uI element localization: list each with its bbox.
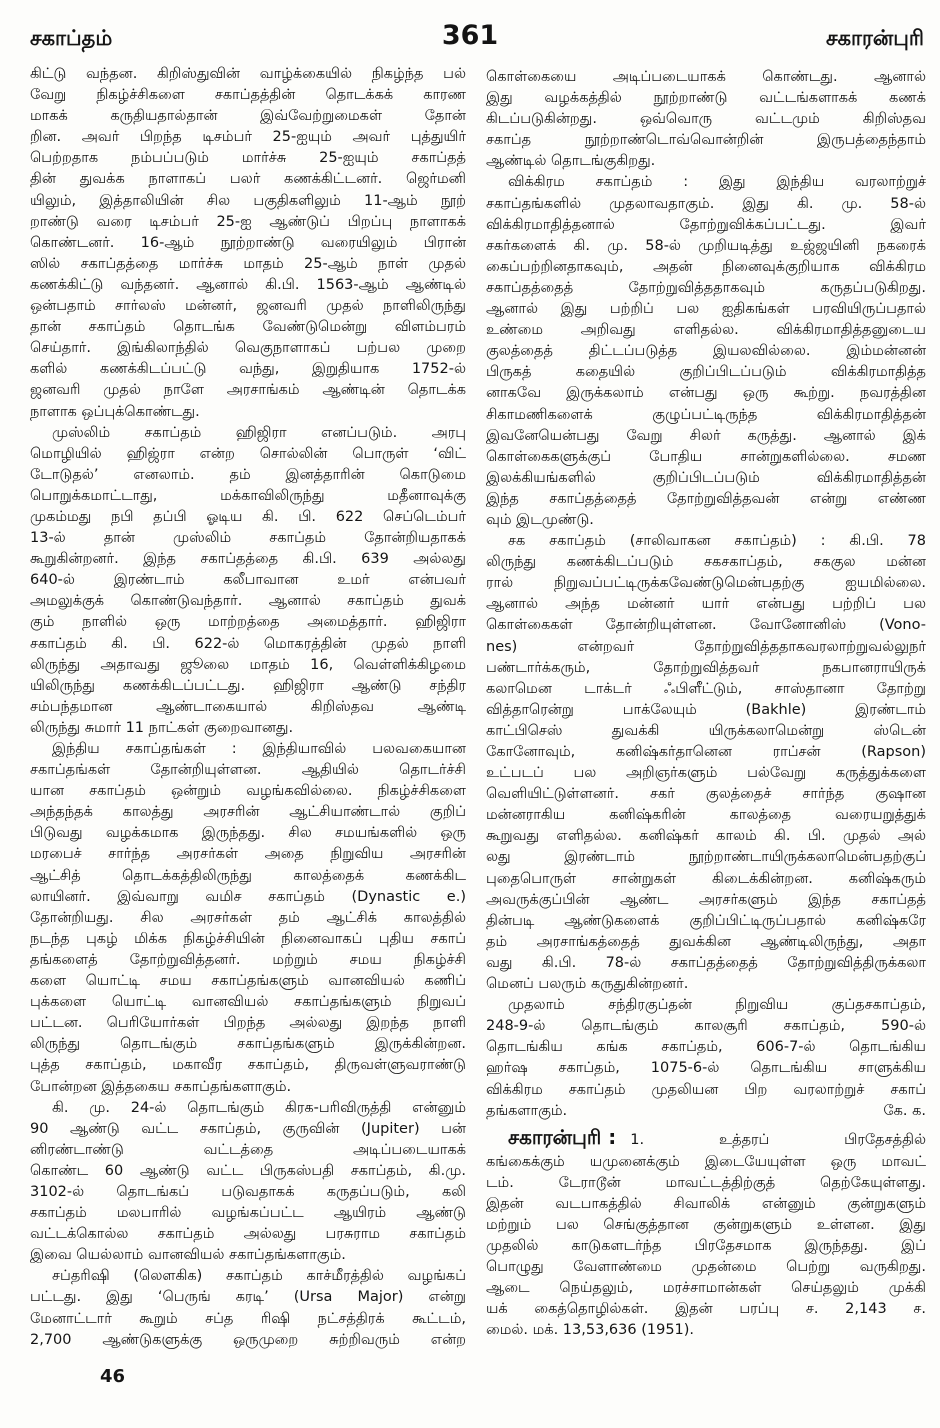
text-line: முகம்மது நபி தப்பி ஓடிய கி. பி. 622 செப்டெம்பர் [30,508,466,525]
paragraph [30,64,466,423]
text-line: விக்கிரம சகாப்தம் முதலியன பிற வரலாற்றுச் சகாப் [486,1081,926,1098]
text-line: வெளியிட்டுள்ளனர். சகர் குலத்தைச் சார்ந்த குஷான [486,786,926,803]
text-line: 90 ஆண்டு வட்ட சகாப்தம், குருவின் (Jupiter) பன் [30,1120,466,1137]
text-line: யிலும், இத்தாலியின் சில பகுதிகளிலும் 11-ஆம் நூற் [30,192,466,209]
text-line: சகர்களைக் கி. மு. 58-ல் முறியடித்து உஜ்ஜயினி நகரைக் [486,237,926,254]
text-line: ஆனால் இது பற்றிப் பல ஐதிகங்கள் பரவியிருப்பதால் [486,301,926,318]
text-line: ஆனால் அந்த மன்னர் யார் என்பது பற்றிப் பல [486,596,926,613]
text-line: லிருந்து அதாவது ஜூலை மாதம் 16, வெள்ளிக்கிழமை [30,656,466,673]
text-line: காட்பிசெஸ் துவக்கி யிருக்கலாமென்று ஸ்டென் [486,722,926,739]
text-line: மெனப் பலரும் கருதுகின்றனர். [486,976,689,993]
text-line: லிருந்து சுமார் 11 நாட்கள் குறைவானது. [30,719,294,736]
text-line: கணக்கிட்டு வந்தனர். ஆனால் கி.பி. 1563-ஆம் ஆண்டில் [30,276,466,293]
text-line: சப்தரிஷி (லௌகிக) சகாப்தம் காச்மீரத்தில் வழங்கப் [52,1268,466,1285]
text-line: வித்தாரென்று பாக்லேயும் (Bakhle) இரண்டாம் [486,701,926,718]
text-line: மைல். மக். 13,53,636 (1951). [486,1322,695,1339]
paragraph [30,739,466,1098]
text-line: உண்மை அறிவது எளிதல்ல. விக்கிரமாதித்தனுடைய [486,322,926,339]
text-line: கங்கைக்கும் யமுனைக்கும் இடையேயுள்ள ஒரு மாவட் [486,1153,926,1170]
paragraph [486,172,926,531]
text-line: மரபைச் சார்ந்த அரசர்கள் அதை நிறுவிய அரசரின் [30,846,466,863]
text-line: வேறு நிகழ்ச்சிகளை சகாப்தத்தின் தொடக்கக் காரண [30,87,466,104]
text-line: தின் துவக்க நாளாகப் பலர் கணக்கிட்டனர். ஜெர்மனி [30,171,466,188]
text-line: தின்படி ஆண்டுகளைக் குறிப்பிட்டிருப்பதால் கனிஷ்கரே [486,912,926,929]
text-line: அமலுக்குக் கொண்டுவந்தார். ஆனால் சகாப்தம் துவக் [30,593,466,610]
text-line: மொழியில் ஹிஜ்ரா என்ற சொல்லின் பொருள் ‘விட் [30,445,466,462]
text-line: னிரண்டாண்டு வட்டத்தை அடிப்படையாகக் [30,1141,466,1158]
text-line: யிலிருந்து கணக்கிடப்பட்டது. ஹிஜிரா ஆண்டு சந்திர [30,677,466,694]
entry-paragraph [486,1122,926,1342]
text-line: மேனாட்டார் கூறும் சப்த ரிஷி நட்சத்திரக் கூட்டம், [30,1310,466,1327]
text-line: 13-ல் தான் முஸ்லிம் சகாப்தம் தோன்றியதாகக் [30,530,466,547]
text-line: முஸ்லிம் சகாப்தம் ஹிஜிரா எனப்படும். அரபு [52,424,466,441]
text-line: பொறுக்கமாட்டாது, மக்காவிலிருந்து மதீனாவுக்கு [30,487,466,504]
text-line: டம். டேராடூன் மாவட்டத்திற்குத் தெற்கேயுள்ளது. [486,1174,926,1191]
text-line: பிருகத் கதையில் குறிப்பிடப்படும் விக்கிரமாதித்த [486,364,926,381]
text-line: ஆட்சித் தொடக்கத்திலிருந்து காலத்தைக் கணக்கிட [30,867,466,884]
text-line: அவருக்குப்பின் ஆண்ட அரசர்களும் இந்த சகாப்தத் [486,891,926,908]
text-line: சக சகாப்தம் (சாலிவாகன சகாப்தம்) : கி.பி. 78 [508,533,926,550]
text-line: தோன்றியது. சில அரசர்கள் தம் ஆட்சிக் காலத்தில் [30,909,466,926]
text-line: கொள்கையை அடிப்படையாகக் கொண்டது. ஆனால் [486,69,926,85]
signature-mark: 46 [100,1366,126,1387]
paragraph [486,995,926,1122]
text-line: ஹர்ஷ சகாப்தம், 1075-6-ல் தொடங்கிய சாளுக்கிய [486,1060,926,1077]
text-line: இந்திய சகாப்தங்கள் : இந்தியாவில் பலவகையான [52,741,466,757]
paragraph [486,67,926,172]
text-line: புக்களை யொட்டி வானவியல் சகாப்தங்களும் நிறுவப் [30,994,466,1011]
text-line: சகாப்தங்கள் தோன்றியுள்ளன. ஆதியில் தொடர்ச்சி [30,762,466,779]
text-line: இதன் வடபாகத்தில் சிவாலிக் என்னும் குன்றுகளும் [486,1195,926,1212]
text-line: விக்கிரமாதித்தனால் தோற்றுவிக்கப்பட்டது. இவர் [486,216,926,233]
left-column [30,64,466,1351]
text-line: ஆண்டில் தொடங்குகிறது. [486,153,656,170]
text-line: லிருந்து தொடங்கும் சகாப்தங்களும் இருக்கின்றன. [30,1036,466,1053]
text-line: யக் கைத்தொழில்கள். இதன் பரப்பு ச. 2,143 ச. [486,1301,926,1318]
text-line: மன்னராகிய கனிஷ்கரின் காலத்தை வரையறுத்துக் [486,807,926,824]
text-line: சகாப்தங்களில் முதலாவதாகும். இது கி. மு. 58-ல் [486,195,926,212]
text-line: குலத்தைத் திட்டப்படுத்த இயலவில்லை. இம்மன்னன் [486,343,926,360]
text-line: ஸில் சகாப்தத்தை மார்ச்சு மாதம் 25-ஆம் நாள் முதல் [30,255,466,272]
paragraph [486,531,926,995]
text-line: சம்பந்தமான ஆண்டாகையால் கிறிஸ்தவ ஆண்டி [30,698,466,715]
paragraph [30,423,466,739]
text-line: தம் அரசாங்கத்தைத் துவக்கின ஆண்டிலிருந்து, அதா [486,933,926,950]
text-line: சிகாமணிகளைக் குழுப்பட்டிருந்த விக்கிரமாதித்தன் [486,406,926,423]
entry-first-line [486,1122,926,1152]
entry-headword: சகாரன்புரி : [508,1124,617,1149]
text-line: உட்படப் பல அறிஞர்களும் பல்வேறு கருத்துக்களை [486,765,926,782]
text-line: முதலில் காடுகளடர்ந்த பிரதேசமாக இருந்தது. இப் [486,1238,926,1255]
text-line: களை யொட்டி சமய சகாப்தங்களும் வானவியல் கணிப் [30,973,466,990]
text-line: பட்டது. இது ‘பெருங் கரடி’ (Ursa Major) என்று [30,1289,466,1306]
text-line: மாகக் கருதியதால்தான் இவ்வேற்றுமைகள் தோன் [30,108,466,125]
text-line: கொண்ட 60 ஆண்டு வட்ட பிருகஸ்பதி சகாப்தம், கி.மு. [30,1162,466,1179]
text-line: சகாப்த நூற்றாண்டொவ்வொன்றின் இருபத்தைந்தாம் [486,132,926,149]
text-line: வும் இடமுண்டு. [486,511,594,528]
text-line: டோடுதல்’ எனலாம். தம் இனத்தாரின் கொடுமை [30,466,466,483]
text-line: 640-ல் இரண்டாம் கலீபாவான உமர் என்பவர் [30,572,466,589]
text-line: றாண்டு வரை டிசம்பர் 25-ஐ ஆண்டுப் பிறப்பு நாளாகக் [30,213,466,230]
text-line: கைப்பற்றினதாகவும், அதன் நினைவுக்குறியாக விக்கிரம [486,258,926,275]
text-line: கும் நாளில் ஒரு மாற்றத்தை அமைத்தார். ஹிஜிரா [30,614,466,631]
text-line: லது இரண்டாம் நூற்றாண்டாயிருக்கலாமென்பதற்குப் [486,849,926,866]
text-line: இந்த சகாப்தத்தைத் தோற்றுவித்தவன் என்று எண்ண [486,490,926,507]
text-line: கூறுகின்றனர். இந்த சகாப்தத்தை கி.பி. 639 அல்லது [30,551,466,568]
running-head-left: சகாப்தம் [30,26,113,50]
text-line: சகாப்தம் மலபாரில் வழங்கப்பட்ட ஆயிரம் ஆண்டு [30,1205,466,1222]
text-line: தொடங்கிய கங்க சகாப்தம், 606-7-ல் தொடங்கிய [486,1039,926,1056]
text-line: முதலாம் சந்திரகுப்தன் நிறுவிய குப்தசகாப்தம், [508,997,926,1014]
text-line: செய்தார். இங்கிலாந்தில் வெகுநாளாகப் பற்பல முறை [30,340,466,357]
text-line: கொள்கைகள் தோன்றியுள்ளன. வோனோனிஸ் (Vono- [486,617,926,634]
text-line: இவை யெல்லாம் வானவியல் சகாப்தங்களாகும். [30,1247,346,1264]
text-line: 1. உத்தரப் பிரதேசத்தில் [630,1131,926,1148]
text-line: இலக்கியங்களில் குறிப்பிடப்படும் விக்கிரமாதித்தன் [486,469,926,486]
text-line: nes) என்றவர் தோற்றுவித்ததாகவரலாற்றுவல்லுநர் [486,638,926,655]
paragraph [30,1098,466,1267]
text-line: நடந்த புகழ் மிக்க நிகழ்ச்சியின் நினைவாகப் புதிய சகாப் [30,930,466,947]
text-line: 3102-ல் தொடங்கப் படுவதாகக் கருதப்படும், கலி [30,1183,466,1200]
text-line: பொழுது வேளாண்மை முதன்மை பெற்று வருகிறது. [486,1259,926,1276]
text-line: தங்களாகும். [486,1102,568,1119]
text-line: தான் சகாப்தம் தொடங்க வேண்டுமென்று விளம்பரம் [30,319,466,336]
text-line: ஆடை நெய்தலும், மரச்சாமான்கள் செய்தலும் முக்கி [486,1280,926,1297]
right-column [486,67,926,1342]
author-initials: கே. க. [883,1102,926,1119]
text-line: களில் கணக்கிடப்பட்டு வந்து, இறுதியாக 1752-ல் [30,361,466,378]
text-line: கிட்டு வந்தன. கிறிஸ்துவின் வாழ்க்கையில் நிகழ்ந்த பல் [30,66,466,82]
text-line: தங்களைத் தோற்றுவித்தனர். மற்றும் சமய நிகழ்ச்சி [30,951,466,968]
text-line: 248-9-ல் தொடங்கும் காலசூரி சகாப்தம், 590-ல் [486,1018,926,1035]
text-line: இவனேயென்பது வேறு சிலர் கருத்து. ஆனால் இக் [486,427,926,444]
text-line: கொண்டனர். 16-ஆம் நூற்றாண்டு வரையிலும் பிரான் [30,234,466,251]
text-line: கி. மு. 24-ல் தொடங்கும் கிரக-பரிவிருத்தி என்னும் [52,1099,466,1116]
text-line: புதைபொருள் சான்றுகள் கிடைக்கின்றன. கனிஷ்கரும் [486,870,926,887]
text-line: அந்தந்தக் காலத்து அரசரின் ஆட்சியாண்டால் குறிப் [30,804,466,821]
text-line: இது வழக்கத்தில் நூற்றாண்டு வட்டங்களாகக் கணக் [486,90,926,107]
text-line: வது கி.பி. 78-ல் சகாப்தத்தைத் தோற்றுவித்திருக்கலா [486,954,926,971]
text-line: போன்றன இத்தகைய சகாப்தங்களாகும். [30,1078,292,1095]
text-line: விக்கிரம சகாப்தம் : இது இந்திய வரலாற்றுச் [508,174,926,191]
text-line: 2,700 ஆண்டுகளுக்கு ஒருமுறை சுற்றிவரும் என்ற [30,1331,466,1348]
text-line: னாகவே இருக்கலாம் என்பது ஒரு கூற்று. நவரத்தின [486,385,926,402]
text-line: றின. அவர் பிறந்த டிசம்பர் 25-ஐயும் அவர் புத்துயிர் [30,129,466,146]
text-line: பண்டார்க்கரும், தோற்றுவித்தவர் நகபானராயிருக் [486,659,926,676]
text-line-with-signature [486,1101,926,1122]
text-line: சகாப்தம் கி. பி. 622-ல் மொகரத்தின் முதல் நாளி [30,635,466,652]
text-line: ரால் நிறுவப்பட்டிருக்கவேண்டுமென்பதற்கு ஐயமில்லை. [486,575,926,592]
text-line: பிடுவது வழக்கமாக இருந்தது. சில சமயங்களில் ஒரு [30,825,466,842]
page-number: 361 [441,20,499,51]
text-line: கொள்கைகளுக்குப் போதிய சான்றுகளில்லை. சமண [486,448,926,465]
text-line: கோனோவும், கனிஷ்கர்தானென ராப்சன் (Rapson) [486,744,926,760]
text-line: மற்றும் பல செங்குத்தான குன்றுகளும் உள்ளன. இது [486,1216,926,1233]
text-line: ஒன்பதாம் சார்லஸ் மன்னர், ஜனவரி முதல் நாளிலிருந்து [30,298,466,315]
running-head-right: சகாரன்புரி [826,26,924,50]
text-line: புத்த சகாப்தம், மகாவீர சகாப்தம், திருவள்ளுவராண்டு [30,1057,466,1074]
text-line: கூறுவது எளிதல்ல. கனிஷ்கர் காலம் கி. பி. முதல் அல் [486,828,926,845]
text-line: கிடப்படுகின்றது. ஒவ்வொரு வட்டமும் கிறிஸ்தவ [486,111,926,128]
text-line: லிருந்து கணக்கிடப்படும் சகசகாப்தம், சககுல மன்ன [486,554,926,571]
text-line: நாளாக ஒப்புக்கொண்டது. [30,403,200,420]
paragraph [30,1266,466,1350]
text-line: வட்டக்கொல்ல சகாப்தம் அல்லது பரசுராம சகாப்தம் [30,1226,466,1243]
text-line: சகாப்தத்தைத் தோற்றுவித்ததாகவும் கருதப்படுகிறது. [486,279,926,296]
text-line: யான சகாப்தம் ஒன்றும் வழங்கவில்லை. நிகழ்ச்சிகளை [30,783,466,800]
text-line: லாயினர். இவ்வாறு வமிச சகாப்தம் (Dynastic e.) [30,888,466,905]
text-line: பட்டன. பெரியோர்கள் பிறந்த அல்லது இறந்த நாளி [30,1015,466,1032]
text-line: கலாமென டாக்டர் ஃபிளீட்டும், சாஸ்தானா தோற்று [486,680,926,697]
text-line: ஜனவரி முதல் நாளே அரசாங்கம் ஆண்டின் தொடக்க [30,382,466,399]
text-line: பெற்றதாக நம்பப்படும் மார்ச்சு 25-ஐயும் சகாப்தத் [30,150,466,167]
